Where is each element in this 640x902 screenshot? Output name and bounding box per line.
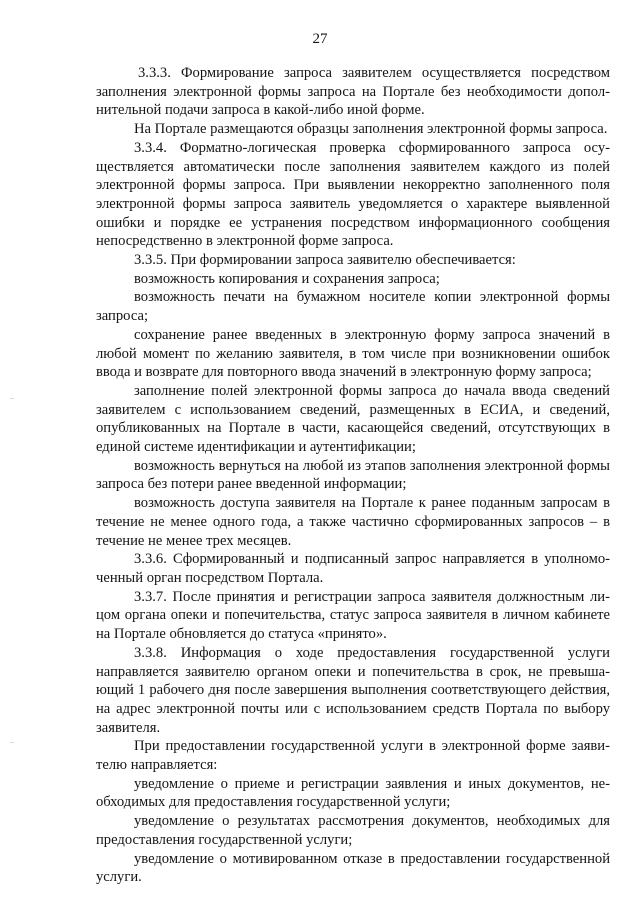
scan-artifact	[10, 742, 14, 743]
paragraph-3-3-7: 3.3.7. После принятия и регистрации запроса заявителя должностным лицом органа опеки и попечительства, статус запроса заявителя в личном кабинете на Портале обновляется до статуса «принято».	[96, 588, 610, 643]
page-number: 27	[312, 31, 328, 47]
list-item-prefill: заполнение полей электронной формы запроса до начала ввода сведений заявителем с использованием сведений, размещенных в ЕСИА, и сведений, опубликованных на Портале в части, касающейся сведений, отсутствующих в единой системе идентификации и аутентификации;	[96, 382, 610, 456]
document-body	[96, 64, 610, 887]
list-item-notice-refusal: уведомление о мотивированном отказе в предоставлении государственной услуги.	[96, 850, 610, 886]
paragraph-notifications-intro: При предоставлении государственной услуги в электронной форме заявителю направляется:	[96, 738, 610, 774]
list-item-preserve-values: сохранение ранее введенных в электронную форму запроса значений в любой момент по желанию заявителя, в том числе при возникновении ошибок ввода и возврате для повторного ввода значений в электронную форму запроса;	[96, 326, 610, 381]
paragraph-3-3-3: 3.3.3. Формирование запроса заявителем осуществляется посредством заполнения электронной формы запроса на Портале без необходимости дополнительной подачи запроса в какой-либо иной форме.	[96, 65, 610, 119]
list-item-return-to-step: возможность вернуться на любой из этапов заполнения электронной формы запроса без потери ранее введенной информации;	[96, 457, 610, 493]
paragraph-3-3-5: 3.3.5. При формировании запроса заявителю обеспечивается:	[134, 252, 516, 269]
paragraph-3-3-4: 3.3.4. Форматно-логическая проверка сформированного запроса осуществляется автоматически после заполнения заявителем каждого из полей электронной формы запроса. При выявлении некорректно заполненного поля электронной формы запроса заявитель уведомляется о характере выявленной ошибки и порядке ее устранения посредством информационного сообщения непосредственно в электронной форме запроса.	[96, 139, 610, 250]
paragraph-3-3-6: 3.3.6. Сформированный и подписанный запрос направляется в уполномоченный орган посредством Портала.	[96, 551, 610, 586]
paragraph-3-3-8: 3.3.8. Информация о ходе предоставления государственной услуги направляется заявителю органом опеки и попечительства в срок, не превышающий 1 рабочего дня после завершения выполнения соответствующего действия, на адрес электронной почты или с использованием средств Портала по выбору заявителя.	[96, 644, 610, 736]
list-item-print: возможность печати на бумажном носителе копии электронной формы запроса;	[96, 289, 610, 325]
list-item-notice-results: уведомление о результатах рассмотрения документов, необходимых для предоставления государственной услуги;	[96, 813, 610, 848]
paragraph-portal-samples: На Портале размещаются образцы заполнения электронной формы запроса.	[134, 121, 608, 138]
list-item-access-history: возможность доступа заявителя на Портале к ранее поданным запросам в течение не менее одного года, а также частично сформированных запросов – в течение не менее трех месяцев.	[96, 495, 610, 549]
scan-artifact	[10, 398, 14, 399]
list-item-copy-save: возможность копирования и сохранения запроса;	[134, 270, 440, 287]
list-item-notice-registration: уведомление о приеме и регистрации заявления и иных документов, необходимых для предоставления государственной услуги;	[96, 775, 610, 811]
